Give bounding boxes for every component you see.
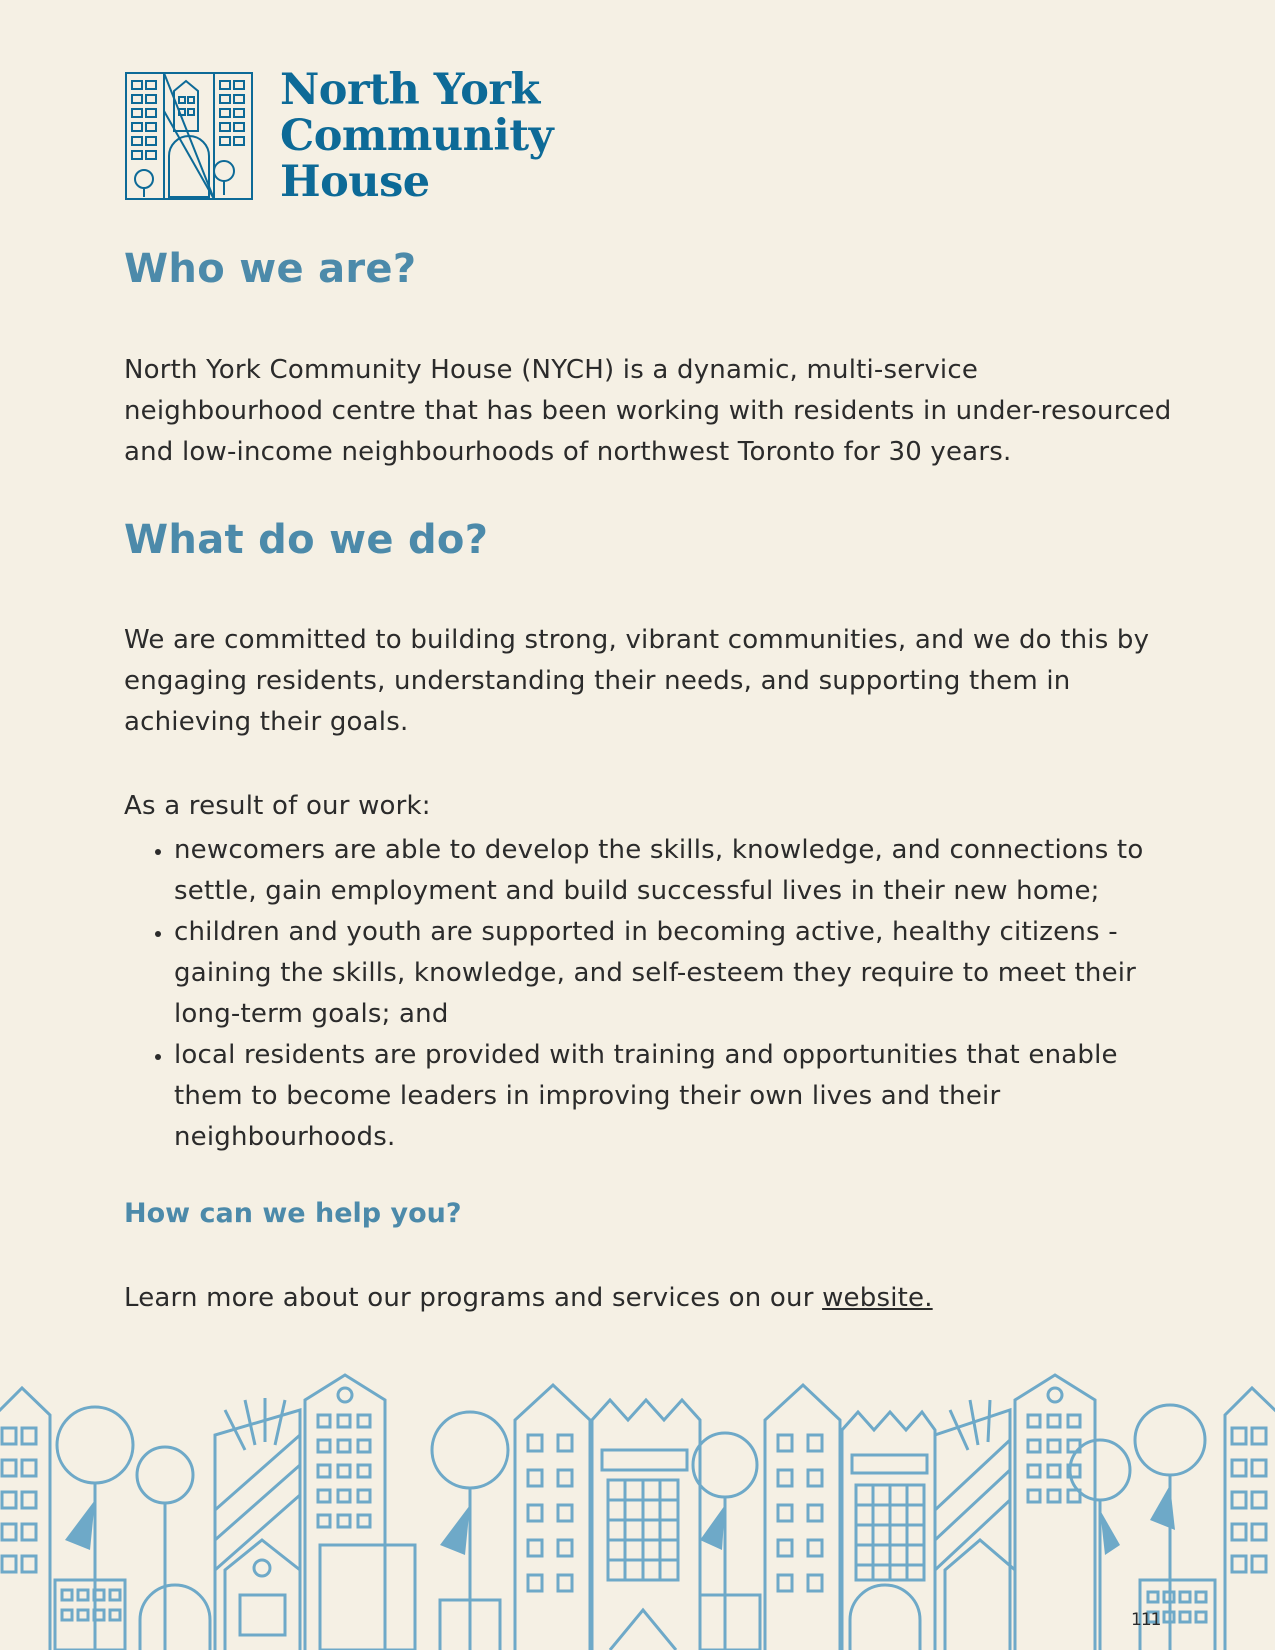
result-2-line-3: long-term goals; and [174,999,449,1029]
results-intro: As a result of our work: [124,791,431,821]
list-item [174,912,1214,1035]
result-3-line-3: neighbourhoods. [174,1122,396,1152]
who-line-3: and low-income neighbourhoods of northwest Toronto for 30 years. [124,437,1012,467]
result-2-line-1: children and youth are supported in becoming active, healthy citizens - [174,917,1118,947]
what-line-1: We are committed to building strong, vibrant communities, and we do this by [124,625,1150,655]
logo-line-2: Community [280,111,554,161]
who-we-are-heading: Who we are? [124,246,417,292]
logo [124,65,554,207]
results-list [124,830,1214,1158]
nych-logo-icon [124,71,254,201]
website-link[interactable]: website. [822,1283,933,1313]
page-number: 111 [1131,1610,1161,1630]
result-3-line-2: them to become leaders in improving their own lives and their [174,1081,1001,1111]
logo-line-3: House [280,157,430,207]
what-do-we-do-paragraph [124,620,1149,743]
who-line-1: North York Community House (NYCH) is a dynamic, multi-service [124,355,979,385]
what-do-we-do-heading: What do we do? [124,517,489,563]
help-heading: How can we help you? [124,1198,462,1229]
logo-wordmark [280,67,553,205]
result-2-line-2: gaining the skills, knowledge, and self-esteem they require to meet their [174,958,1137,988]
result-1-line-1: newcomers are able to develop the skills, knowledge, and connections to [174,835,1144,865]
help-text: Learn more about our programs and services on our [124,1283,823,1313]
who-we-are-paragraph [124,350,1171,473]
result-3-line-1: local residents are provided with training and opportunities that enable [174,1040,1118,1070]
list-item [174,830,1214,912]
help-paragraph [124,1278,933,1319]
logo-line-1: North York [280,65,540,115]
result-1-line-2: settle, gain employment and build successful lives in their new home; [174,876,1100,906]
what-line-2: engaging residents, understanding their needs, and supporting them in [124,666,1071,696]
list-item [174,1035,1214,1158]
what-line-3: achieving their goals. [124,707,409,737]
who-line-2: neighbourhood centre that has been working with residents in under-resourced [124,396,1172,426]
city-skyline-illustration [0,1370,1275,1650]
